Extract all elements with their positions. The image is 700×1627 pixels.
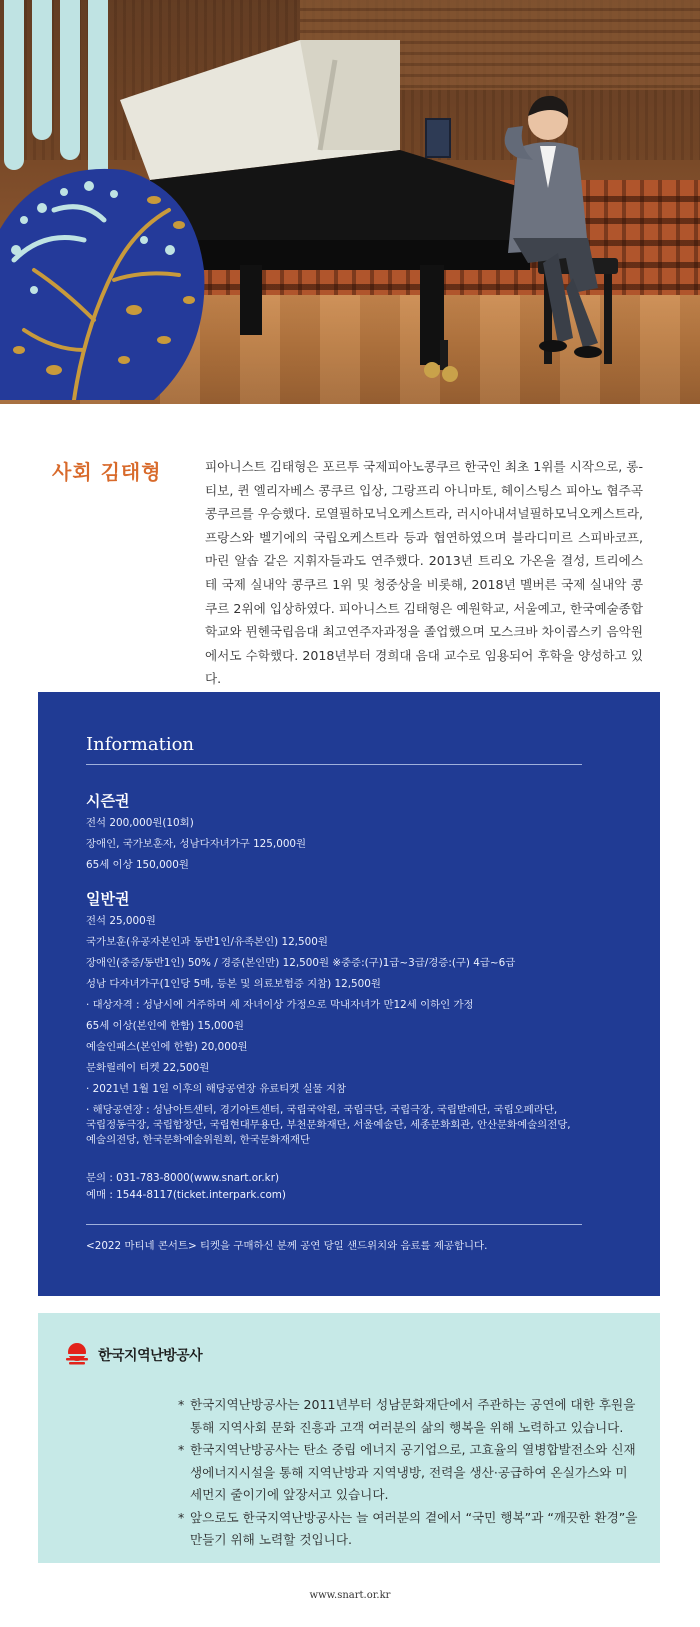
sun-over-waves-logo-icon [64,1342,90,1368]
general-line: 성남 다자녀가구(1인당 5매, 등본 및 의료보험증 지참) 12,500원 [86,978,381,990]
bullet-marker: * [178,1397,185,1412]
sponsor-note [178,1507,638,1552]
sponsor-note-text: 한국지역난방공사는 2011년부터 성남문화재단에서 주관하는 공연에 대한 후원을 통해 지역사회 문화 진흥과 고객 여러분의 삶의 행복을 위해 노력하고 있습니다. [190,1397,636,1435]
decorative-bar [60,0,80,160]
general-line: · 2021년 1월 1일 이후의 해당공연장 유료티켓 실물 지참 [86,1083,347,1095]
sponsor-logo [64,1342,202,1368]
season-line: 65세 이상 150,000원 [86,859,189,871]
contact-line: 문의 : 031-783-8000(www.snart.or.kr) [86,1172,280,1184]
sponsor-box [38,1313,660,1563]
sponsor-note [178,1394,638,1439]
general-line: 문화릴레이 티켓 22,500원 [86,1062,210,1074]
general-line: 전석 25,000원 [86,915,156,927]
general-line: 장애인(중증/동반1인) 50% / 경증(본인만) 12,500원 ※중증:(구)1급~3급/경증:(구) 4급~6급 [86,957,516,969]
sponsor-note [178,1439,638,1507]
sponsor-notes [178,1394,638,1552]
notice-line: <2022 마티네 콘서트> 티켓을 구매하신 분께 공연 당일 샌드위치와 음료를 제공합니다. [86,1240,488,1252]
bullet-marker: * [178,1442,185,1457]
venue-line: 예술의전당, 한국문화예술위원회, 한국문화재재단 [86,1134,310,1146]
footer-url: www.snart.or.kr [309,1590,391,1601]
season-line: 전석 200,000원(10회) [86,817,194,829]
decorative-bar [4,0,24,170]
general-line: 예술인패스(본인에 한함) 20,000원 [86,1041,248,1053]
info-divider-top [86,764,582,765]
hero-photo [0,0,700,404]
host-bio: 피아니스트 김태형은 포르투 국제피아노콩쿠르 한국인 최초 1위를 시작으로, 롱-티보, 퀸 엘리자베스 콩쿠르 입상, 그랑프리 아니마토, 헤이스팅스 피아노 협주곡 콩쿠르를 우승했다. 로열필하모닉오케스트라, 러시아내셔널필하모닉오케스트라, 프랑스와 벨기에의 국립오케스트라 등과 협연하였으며 블라디미르 스피바코프, 마린 알솝 같은 지휘자들과도 연주했다. 2013년 트리오 가온을 결성, 트리에스테 국제 실내악 콩쿠르 1위 및 청중상을 비롯해, 2018년 멜버른 국제 실내악 콩쿠르 2위에 입상하였다. 피아니스트 김태형은 예원학교, 서울예고, 한국예술종합학교와 뮌헨국립음대 최고연주자과정을 졸업했으며 모스크바 차이콥스키 음악원에서도 수학했다. 2018년부터 경희대 음대 교수로 임용되어 후학을 양성하고 있다. [205,459,643,687]
information-box [38,692,660,1296]
general-line: · 대상자격 : 성남시에 거주하며 세 자녀이상 가정으로 막내자녀가 만12세 이하인 가정 [86,999,474,1011]
decorative-bar [32,0,52,140]
venue-line: 국립정동극장, 국립합창단, 국립현대무용단, 부천문화재단, 서울예술단, 세종문화회관, 안산문화예술의전당, [86,1119,571,1131]
bullet-marker: * [178,1509,185,1525]
info-divider-bottom [86,1224,582,1225]
booking-line: 예매 : 1544-8117(ticket.interpark.com) [86,1189,286,1201]
season-ticket-heading: 시즌권 [86,792,130,810]
info-title: Information [86,734,195,755]
pianist-figure [478,88,628,388]
decorative-tree-illustration [0,150,206,400]
sponsor-note-text: 한국지역난방공사는 탄소 중립 에너지 공기업으로, 고효율의 열병합발전소와 신재생에너지시설을 통해 지역난방과 지역냉방, 전력을 생산·공급하여 온실가스와 미세먼지 줄이기에 앞장서고 있습니다. [190,1442,636,1502]
venue-line: · 해당공연장 : 성남아트센터, 경기아트센터, 국립국악원, 국립극단, 국립극장, 국립발레단, 국립오페라단, [86,1104,558,1116]
sponsor-logo-text: 한국지역난방공사 [98,1348,203,1364]
general-line: 65세 이상(본인에 한함) 15,000원 [86,1020,244,1032]
host-name: 사회 김태형 [52,460,162,484]
general-line: 국가보훈(유공자본인과 동반1인/유족본인) 12,500원 [86,936,328,948]
sponsor-note-text: 앞으로도 한국지역난방공사는 늘 여러분의 곁에서 “국민 행복”과 “깨끗한 환경”을 만들기 위해 노력할 것입니다. [190,1509,638,1547]
general-ticket-heading: 일반권 [86,890,130,908]
season-line: 장애인, 국가보훈자, 성남다자녀가구 125,000원 [86,838,307,850]
